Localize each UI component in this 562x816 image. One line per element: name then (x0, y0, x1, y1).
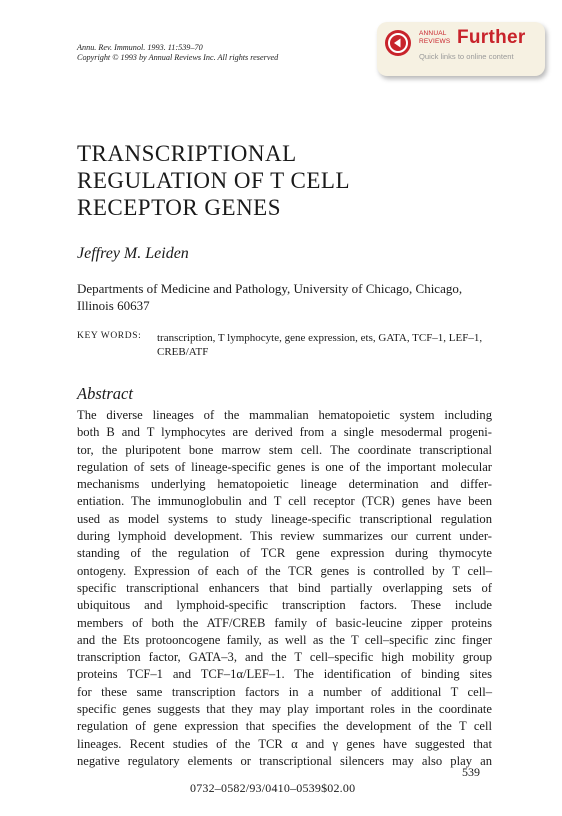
abstract-line: lineages. Recent studies of the TCR α and γ genes have suggested that (77, 736, 492, 751)
abstract-line: used as model systems to study lineage-specific transcriptional regulation (77, 511, 492, 526)
badge-reviews-text: REVIEWS (419, 37, 451, 45)
badge-further-text: Further (457, 27, 526, 48)
abstract-line: ontogeny. Expression of each of the TCR genes is controlled by T cell– (77, 563, 492, 578)
abstract-line: proteins TCF–1 and TCF–1α/LEF–1. The identification of binding sites (77, 667, 492, 682)
page-number: 539 (462, 765, 480, 779)
abstract-line: specific transcriptional enhancers that bind partially overlapping sets of (77, 580, 492, 595)
title-line: RECEPTOR GENES (77, 195, 282, 220)
article-title (77, 140, 497, 221)
abstract-body (77, 407, 492, 770)
key-words-label: KEY WORDS: (77, 331, 142, 341)
journal-citation (77, 43, 377, 63)
abstract-line: and the Ets protooncogene family, as well as the T cell–specific zinc finger (77, 632, 492, 647)
title-line: REGULATION OF T CELL (77, 168, 351, 193)
abstract-line: tor, the pluripotent bone marrow stem cell. The coordinate transcriptional (77, 442, 492, 457)
abstract-line: both B and T lymphocytes are derived from a single mesodermal progeni- (77, 425, 492, 440)
author-affiliation: Departments of Medicine and Pathology, University of Chicago, Chicago, Illinois 60637 (77, 281, 463, 313)
badge-annual-text: ANNUAL (419, 30, 447, 37)
play-left-icon (385, 30, 411, 56)
abstract-line: standing of the regulation of TCR gene expression during thymocyte (77, 546, 492, 561)
author-name: Jeffrey M. Leiden (77, 245, 189, 262)
abstract-line: members of both the ATF/CREB family of basic-leucine zipper proteins (77, 615, 492, 630)
further-badge[interactable] (377, 22, 545, 76)
abstract-line: mechanisms underlying hematopoietic lineage determination and differ- (77, 477, 492, 492)
abstract-line: regulation of sets of lineage-specific genes is one of the important molecular (77, 459, 492, 474)
abstract-line: The diverse lineages of the mammalian hematopoietic system including (77, 408, 492, 422)
abstract-line: specific genes suggests that they may play important roles in the coordinate (77, 702, 492, 717)
abstract-heading: Abstract (77, 384, 133, 403)
key-words: transcription, T lymphocyte, gene expression, ets, GATA, TCF–1, LEF–1, CREB/ATF (157, 332, 483, 358)
abstract-line: negative regulatory elements or transcriptional silencers may also play an (77, 753, 492, 768)
article-code: 0732–0582/93/0410–0539$02.00 (190, 781, 356, 795)
badge-annual-reviews (419, 30, 450, 45)
title-line: TRANSCRIPTIONAL (77, 141, 297, 166)
abstract-line: entiation. The immunoglobulin and T cell receptor (TCR) genes have been (77, 494, 492, 509)
abstract-line: during lymphoid development. This review summarizes our current under- (77, 529, 492, 544)
citation-journal-line: Annu. Rev. Immunol. 1993. 11:539–70 (77, 43, 203, 52)
citation-copyright-line: Copyright © 1993 by Annual Reviews Inc. All rights reserved (77, 53, 279, 62)
abstract-line: regulation of gene expression that specifies the development of the T cell (77, 719, 492, 734)
badge-quick-links[interactable]: Quick links to online content (419, 52, 514, 61)
abstract-line: for these same transcription factors in a number of additional T cell– (77, 684, 492, 699)
abstract-line: ubiquitous and lymphoid-specific transcription factors. These include (77, 598, 492, 613)
abstract-line: transcription factor, GATA–3, and the T cell–specific high mobility group (77, 650, 492, 665)
